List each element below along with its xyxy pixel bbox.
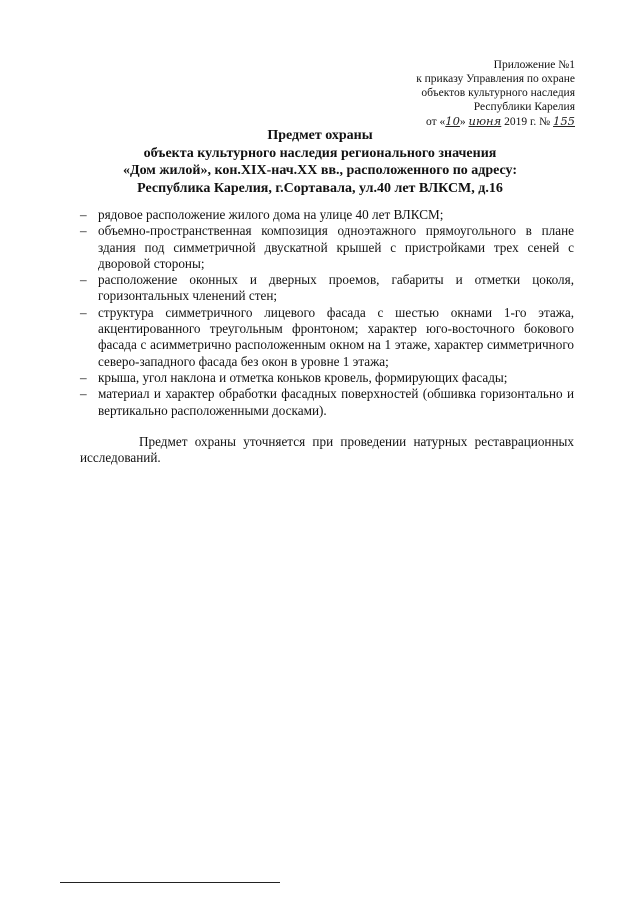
date-year: 2019 г. № [501, 116, 554, 128]
department-name: объектов культурного наследия [421, 87, 575, 99]
list-item-text: материал и характер обработки фасадных поверхностей (обшивка горизонтально и вертикально расположенными досками). [98, 386, 574, 418]
list-dash: – [80, 223, 87, 239]
title-line-1: Предмет охраны [267, 128, 373, 143]
list-item-text: крыша, угол наклона и отметка коньков кровель, формирующих фасады; [98, 369, 508, 385]
document-title [60, 127, 580, 197]
list-item [80, 305, 574, 370]
title-line-4: Республика Карелия, г.Сортавала, ул.40 лет ВЛКСМ, д.16 [137, 180, 503, 196]
list-item-text: рядовое расположение жилого дома на улице 40 лет ВЛКСМ; [98, 207, 444, 222]
list-item [80, 272, 574, 305]
date-prefix: от « [426, 116, 446, 128]
title-line-3: «Дом жилой», кон.XIX-нач.XX вв., расположенного по адресу: [122, 163, 518, 178]
list-dash: – [80, 207, 87, 222]
list-item-text: объемно-пространственная композиция одноэтажного прямоугольного в плане здания под симметричной двускатной крышей с пристройками трех сеней с дворовой стороны; [98, 223, 574, 271]
list-item [80, 223, 574, 272]
footer-divider [60, 882, 280, 883]
order-reference: к приказу Управления по охране [416, 73, 575, 85]
list-item-text: структура симметричного лицевого фасада с шестью окнами 1-го этажа, акцентированного треугольным фронтоном; характер юго-восточного бокового фасада с асимметрично расположенным окном на 1 этаже, характер симметричного северо-западного фасада без окон в уровне 1 этажа; [98, 304, 574, 369]
region-name: Республики Карелия [473, 101, 575, 113]
list-item [80, 370, 574, 386]
list-dash: – [80, 386, 87, 402]
list-dash: – [80, 369, 87, 385]
list-item [80, 386, 574, 419]
title-line-2: объекта культурного наследия регионального значения [143, 145, 497, 161]
document-header [335, 58, 575, 129]
date-month: июня [468, 114, 502, 128]
appendix-label: Приложение №1 [493, 59, 575, 71]
date-mid: » [459, 116, 469, 128]
list-dash: – [80, 272, 87, 288]
list-dash: – [80, 304, 87, 320]
conclusion-paragraph: Предмет охраны уточняется при проведении натурных реставрационных исследований. [80, 434, 574, 466]
protection-subject-list [80, 207, 574, 419]
date-day: 10 [445, 114, 460, 128]
order-number: 155 [553, 114, 575, 128]
list-item-text: расположение оконных и дверных проемов, габариты и отметки цоколя, горизонтальных членений стен; [98, 272, 574, 304]
list-item [80, 207, 574, 223]
